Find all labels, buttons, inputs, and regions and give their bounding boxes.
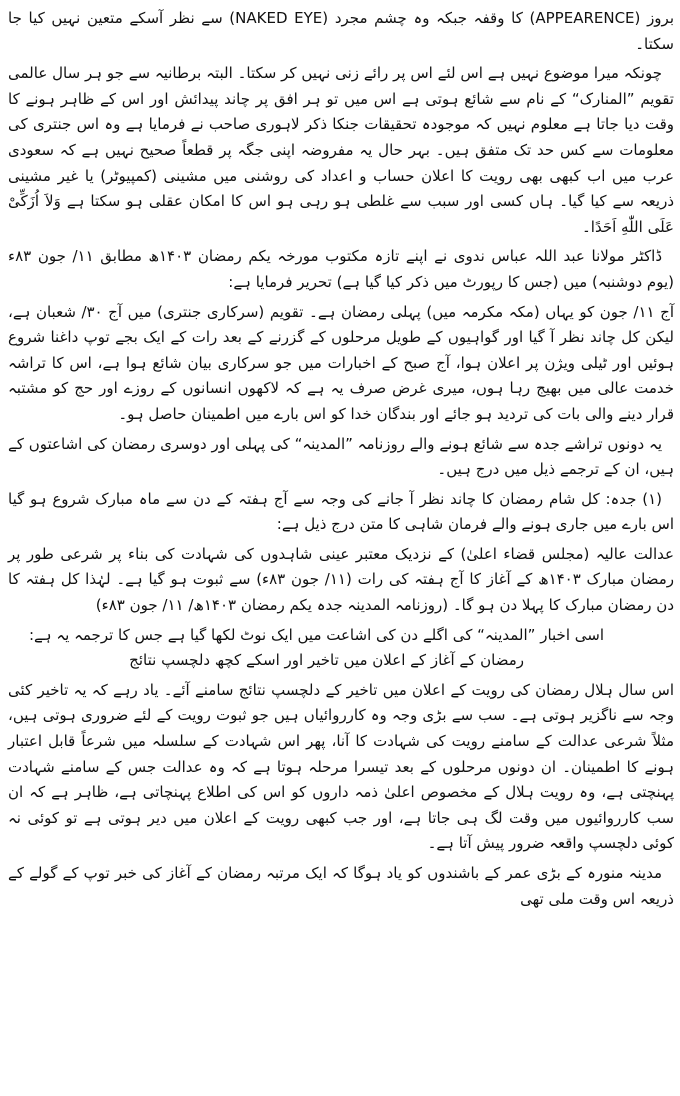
note-heading: رمضان کے آغاز کے اعلان میں تاخیر اور اسکے کچھ دلچسپ نتائج xyxy=(129,651,524,670)
paragraph-almanac: چونکہ میرا موضوع نہیں ہے اس لئے اس پر رائے زنی نہیں کر سکتا۔ البتہ برطانیہ سے جو ہر سال عالمی تقویم ”المنارک“ کے نام سے شائع ہوتی ہے اس میں تو ہر افق پر چاند پیدائش اور اس کے ظاہر ہونے کا وقت دیا جاتا ہے معلوم نہیں کہ موجودہ تحقیقات جنکا ذکر لاہوری صاحب نے فرمایا ہے وہ اس جنتری کی معلومات سے کس حد تک متفق ہیں۔ بہر حال یہ مفروضہ اپنی جگہ پر قطعاً صحیح نہیں ہے کہ سعودی عرب میں اب کبھی بھی رویت کا اعلان حساب و اعداد کی روشنی میں مشینی (کمپیوٹر) یا غیر مشینی ذریعہ سے کیا گیا۔ ہاں کسی اور سبب سے غلطی ہو رہی ہو اس کا امکان عقلی ہو سکتا ہے وَلاَ اُزَكِّیْ عَلَی اللّٰهِ اَحَدًا۔ xyxy=(8,64,674,236)
paragraph-letter-quote: آج ۱۱/ جون کو یہاں (مکہ مکرمہ میں) پہلی رمضان ہے۔ تقویم (سرکاری جنتری) میں آج ۳۰/ شعبان ہے، لیکن کل چاند نظر آ گیا اور گواہیوں کے طویل مرحلوں کے گزرنے کے بعد رات کے ایک بجے توپ داغنا شروع ہوئیں اور ٹیلی ویژن پر اعلان ہوا، آج صبح کے اخبارات میں جو سرکاری بیان شائع ہوا ہے، اس کا تراشہ خدمت عالی میں بھیج رہا ہوں، میری غرض صرف یہ ہے کہ لاکھوں انسانوں کے روزے اور حج کو مشتبہ قرار دینے والی بات کی تردید ہو جائے اور بندگان خدا کو اس بارے میں اطمینان حاصل ہو۔ xyxy=(8,302,674,423)
paragraph-letter-intro: ڈاکٹر مولانا عبد اللہ عباس ندوی نے اپنے تازہ مکتوب مورخہ یکم رمضان ۱۴۰۳ھ مطابق ۱۱/ جون ۸۳ء (یوم دوشنبہ) میں (جس کا رپورٹ میں ذکر کیا گیا ہے) تحریر فرمایا ہے: xyxy=(8,247,674,291)
paragraph-clippings-intro: یہ دونوں تراشے جدہ سے شائع ہونے والے روزنامہ ”المدینہ“ کی پہلی اور دوسری رمضان کی اشاعتوں کے ہیں، ان کے ترجمے ذیل میں درج ہیں۔ xyxy=(8,434,674,479)
paragraph-jeddah-decree: (۱) جدہ: کل شام رمضان کا چاند نظر آ جانے کی وجہ سے آج ہفتہ کے دن سے ماہ مبارک شروع ہو گیا اس بارے میں جاری ہونے والے فرمان شاہی کا متن درج ذیل ہے: xyxy=(8,489,674,534)
paragraph-appearance: بروز (APPEARENCE) کا وقفہ جبکہ وہ چشم مجرد (NAKED EYE) سے نظر آسکے متعین نہیں کیا جا سکتا۔ xyxy=(8,9,675,53)
paragraph-madinah: مدینہ منورہ کے بڑی عمر کے باشندوں کو یاد ہوگا کہ ایک مرتبہ رمضان کے آغاز کی خبر توپ کے گولے کے ذریعہ اس وقت ملی تھی xyxy=(8,864,674,908)
paragraph-note-intro: اسی اخبار ”المدینہ“ کی اگلے دن کی اشاعت میں ایک نوٹ لکھا گیا ہے جس کا ترجمہ یہ ہے: xyxy=(28,625,604,644)
paragraph-court-decision: عدالت عالیہ (مجلس قضاء اعلیٰ) کے نزدیک معتبر عینی شاہدوں کی شہادت کی بناء پر شرعی طور پر رمضان مبارک ۱۴۰۳ھ کے آغاز کا آج ہفتہ کی رات (۱۱/ جون ۸۳ء) سے ثبوت ہو گیا ہے۔ لہٰذا کل ہفتہ کا دن رمضان مبارک کا پہلا دن ہو گا۔ (روزنامہ المدینہ جدہ یکم رمضان ۱۴۰۳ھ/ ۱۱/ جون ۸۳ء) xyxy=(8,544,674,615)
paragraph-delay-results: اس سال ہلال رمضان کی رویت کے اعلان میں تاخیر کے دلچسپ نتائج سامنے آئے۔ یاد رہے کہ یہ تاخیر کئی وجہ سے ناگزیر ہوتی ہے۔ سب سے بڑی وجہ وہ کارروائیاں ہیں جو ثبوت رویت کے لئے ضروری ہوتی ہیں، مثلاً شرعی عدالت کے سامنے رویت کی شہادت کا آنا، پھر اس شہادت کے سلسلہ میں شرعاً قابل اعتبار ہونے کا اطمینان۔ ان دونوں مرحلوں کے بعد تیسرا مرحلہ ہوتا ہے کہ وہ عدالت جس کے سامنے شہادت پہنچتی ہے، وہ رویت ہلال کے مخصوص اعلیٰ ذمہ داروں کو اس کی اطلاع پہنچاتی ہے، ظاہر ہے کہ ان سب کارروائیوں میں وقت لگ ہی جاتا ہے، اور جب کبھی رویت کے اعلان میں دیر ہوتی ہے تو کوئی نہ کوئی دلچسپ واقعہ ضرور پیش آتا ہے۔ xyxy=(8,680,674,853)
